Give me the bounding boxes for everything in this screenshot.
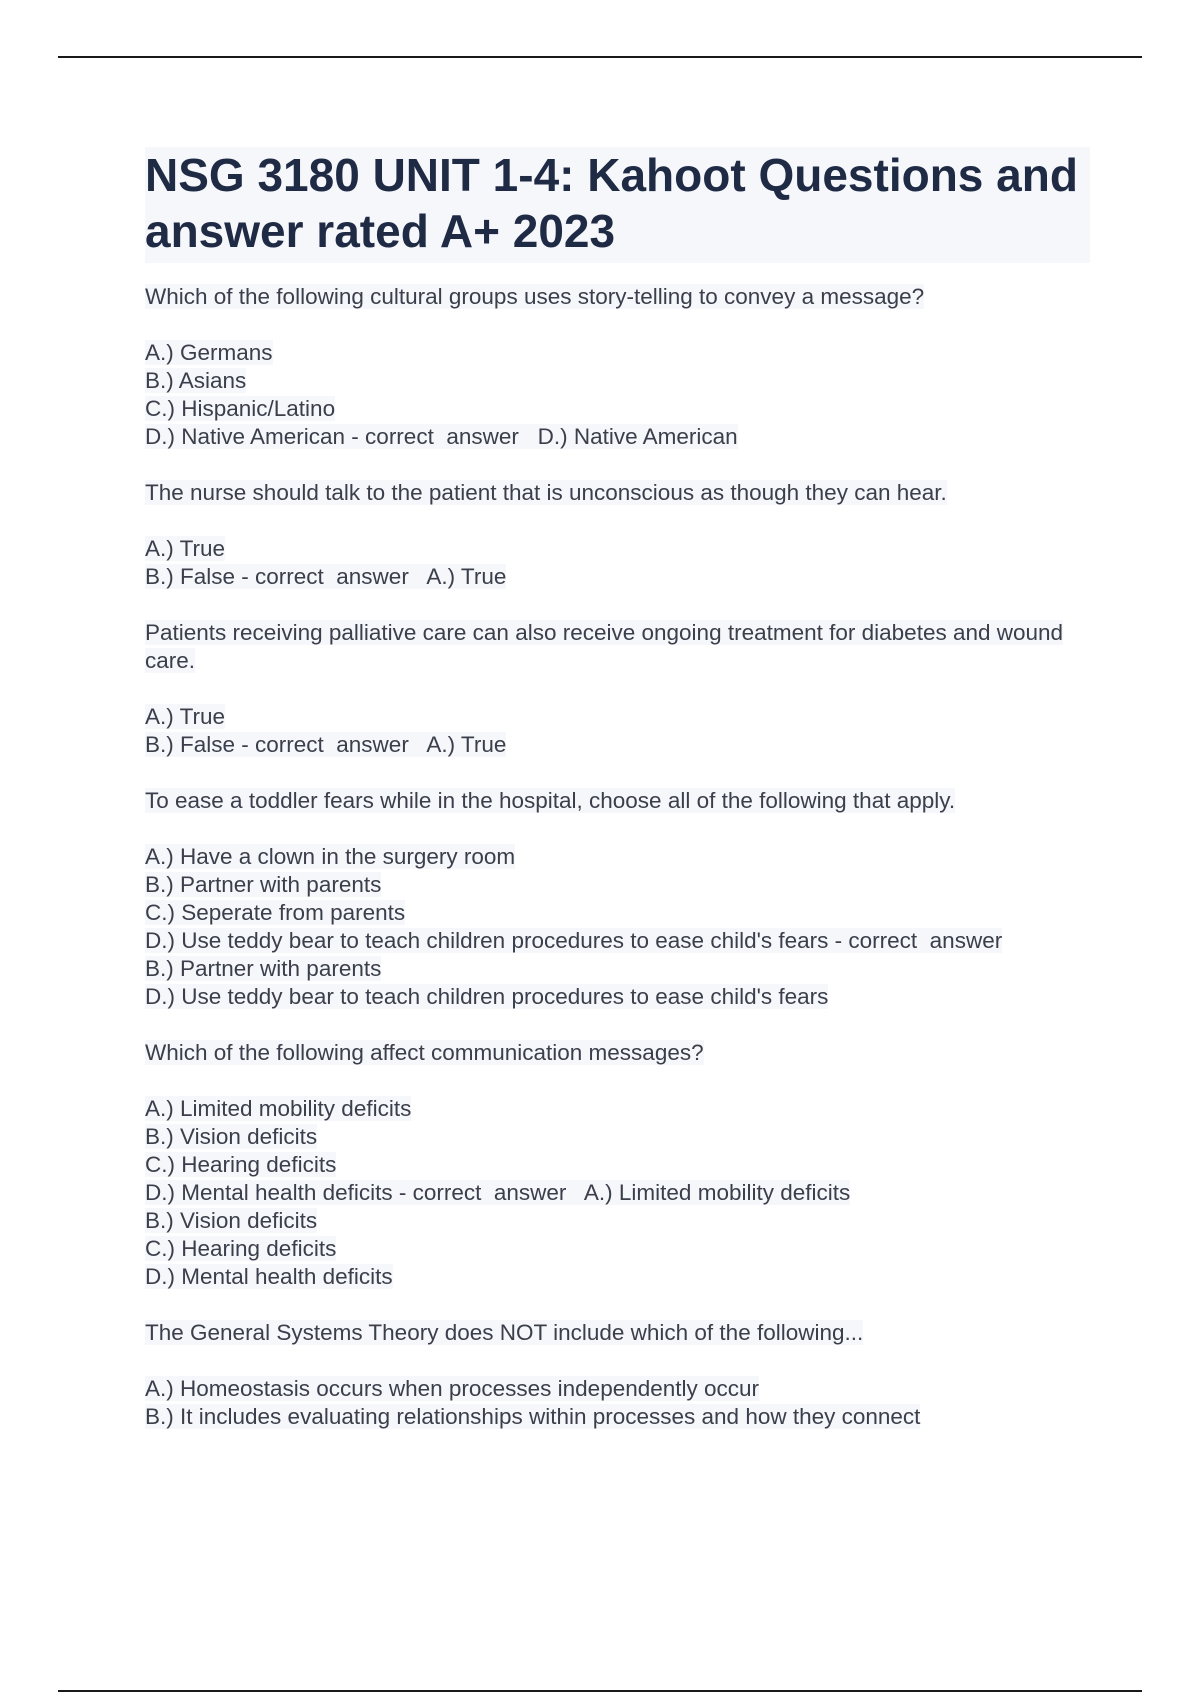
answer-list <box>145 1095 1090 1291</box>
answer-text: C.) Hearing deficits <box>145 1152 337 1177</box>
answer-text: A.) Limited mobility deficits <box>145 1096 412 1121</box>
answer-option <box>145 1207 1090 1235</box>
document-title: NSG 3180 UNIT 1-4: Kahoot Questions and answer rated A+ 2023 <box>145 147 1090 263</box>
answer-text: A.) True <box>145 536 226 561</box>
document-body <box>145 147 1090 1459</box>
answer-option <box>145 871 1090 899</box>
answer-option <box>145 367 1090 395</box>
answer-option <box>145 731 1090 759</box>
answer-option <box>145 927 1090 955</box>
answer-text: D.) Mental health deficits <box>145 1264 393 1289</box>
answer-option <box>145 1095 1090 1123</box>
question-text: To ease a toddler fears while in the hospital, choose all of the following that apply. <box>145 788 956 813</box>
question-block <box>145 283 1090 451</box>
question-block <box>145 1319 1090 1431</box>
question-text: Patients receiving palliative care can also receive ongoing treatment for diabetes and wound care. <box>145 620 1064 673</box>
answer-text: A.) Homeostasis occurs when processes independently occur <box>145 1376 760 1401</box>
question-text: The General Systems Theory does NOT include which of the following... <box>145 1320 864 1345</box>
question-text: The nurse should talk to the patient that is unconscious as though they can hear. <box>145 480 947 505</box>
answer-text: B.) False - correct answer A.) True <box>145 564 507 589</box>
question-line <box>145 479 1090 507</box>
answer-text: B.) Asians <box>145 368 247 393</box>
question-line <box>145 1039 1090 1067</box>
answer-option <box>145 1235 1090 1263</box>
answer-text: A.) True <box>145 704 226 729</box>
answer-text: B.) It includes evaluating relationships within processes and how they connect <box>145 1404 921 1429</box>
answer-text: B.) Vision deficits <box>145 1124 318 1149</box>
answer-list <box>145 535 1090 591</box>
answer-option <box>145 843 1090 871</box>
question-line <box>145 619 1090 675</box>
answer-text: A.) Germans <box>145 340 273 365</box>
answer-text: C.) Hispanic/Latino <box>145 396 336 421</box>
answer-option <box>145 703 1090 731</box>
answer-option <box>145 339 1090 367</box>
answer-text: D.) Mental health deficits - correct answer A.) Limited mobility deficits <box>145 1180 851 1205</box>
top-rule <box>58 56 1142 58</box>
answer-option <box>145 395 1090 423</box>
bottom-rule <box>58 1690 1142 1692</box>
answer-option <box>145 899 1090 927</box>
answer-option <box>145 535 1090 563</box>
answer-option <box>145 563 1090 591</box>
answer-list <box>145 843 1090 1011</box>
answer-text: B.) False - correct answer A.) True <box>145 732 507 757</box>
question-line <box>145 283 1090 311</box>
answer-list <box>145 1375 1090 1431</box>
question-text: Which of the following affect communication messages? <box>145 1040 704 1065</box>
answer-list <box>145 339 1090 451</box>
answer-text: C.) Hearing deficits <box>145 1236 337 1261</box>
answer-text: A.) Have a clown in the surgery room <box>145 844 516 869</box>
answer-text: D.) Use teddy bear to teach children procedures to ease child's fears - correct answer <box>145 928 1003 953</box>
answer-option <box>145 1263 1090 1291</box>
question-line <box>145 1319 1090 1347</box>
answer-text: C.) Seperate from parents <box>145 900 406 925</box>
answer-option <box>145 1151 1090 1179</box>
answer-text: B.) Vision deficits <box>145 1208 318 1233</box>
question-block <box>145 787 1090 1011</box>
answer-option <box>145 1179 1090 1207</box>
question-text: Which of the following cultural groups uses story-telling to convey a message? <box>145 284 925 309</box>
answer-option <box>145 983 1090 1011</box>
question-line <box>145 787 1090 815</box>
answer-option <box>145 423 1090 451</box>
answer-option <box>145 1375 1090 1403</box>
question-block <box>145 1039 1090 1291</box>
question-list <box>145 283 1090 1431</box>
answer-list <box>145 703 1090 759</box>
answer-text: D.) Native American - correct answer D.) Native American <box>145 424 738 449</box>
answer-text: B.) Partner with parents <box>145 872 382 897</box>
answer-option <box>145 955 1090 983</box>
answer-text: D.) Use teddy bear to teach children procedures to ease child's fears <box>145 984 829 1009</box>
question-block <box>145 619 1090 759</box>
answer-option <box>145 1403 1090 1431</box>
question-block <box>145 479 1090 591</box>
answer-option <box>145 1123 1090 1151</box>
answer-text: B.) Partner with parents <box>145 956 382 981</box>
